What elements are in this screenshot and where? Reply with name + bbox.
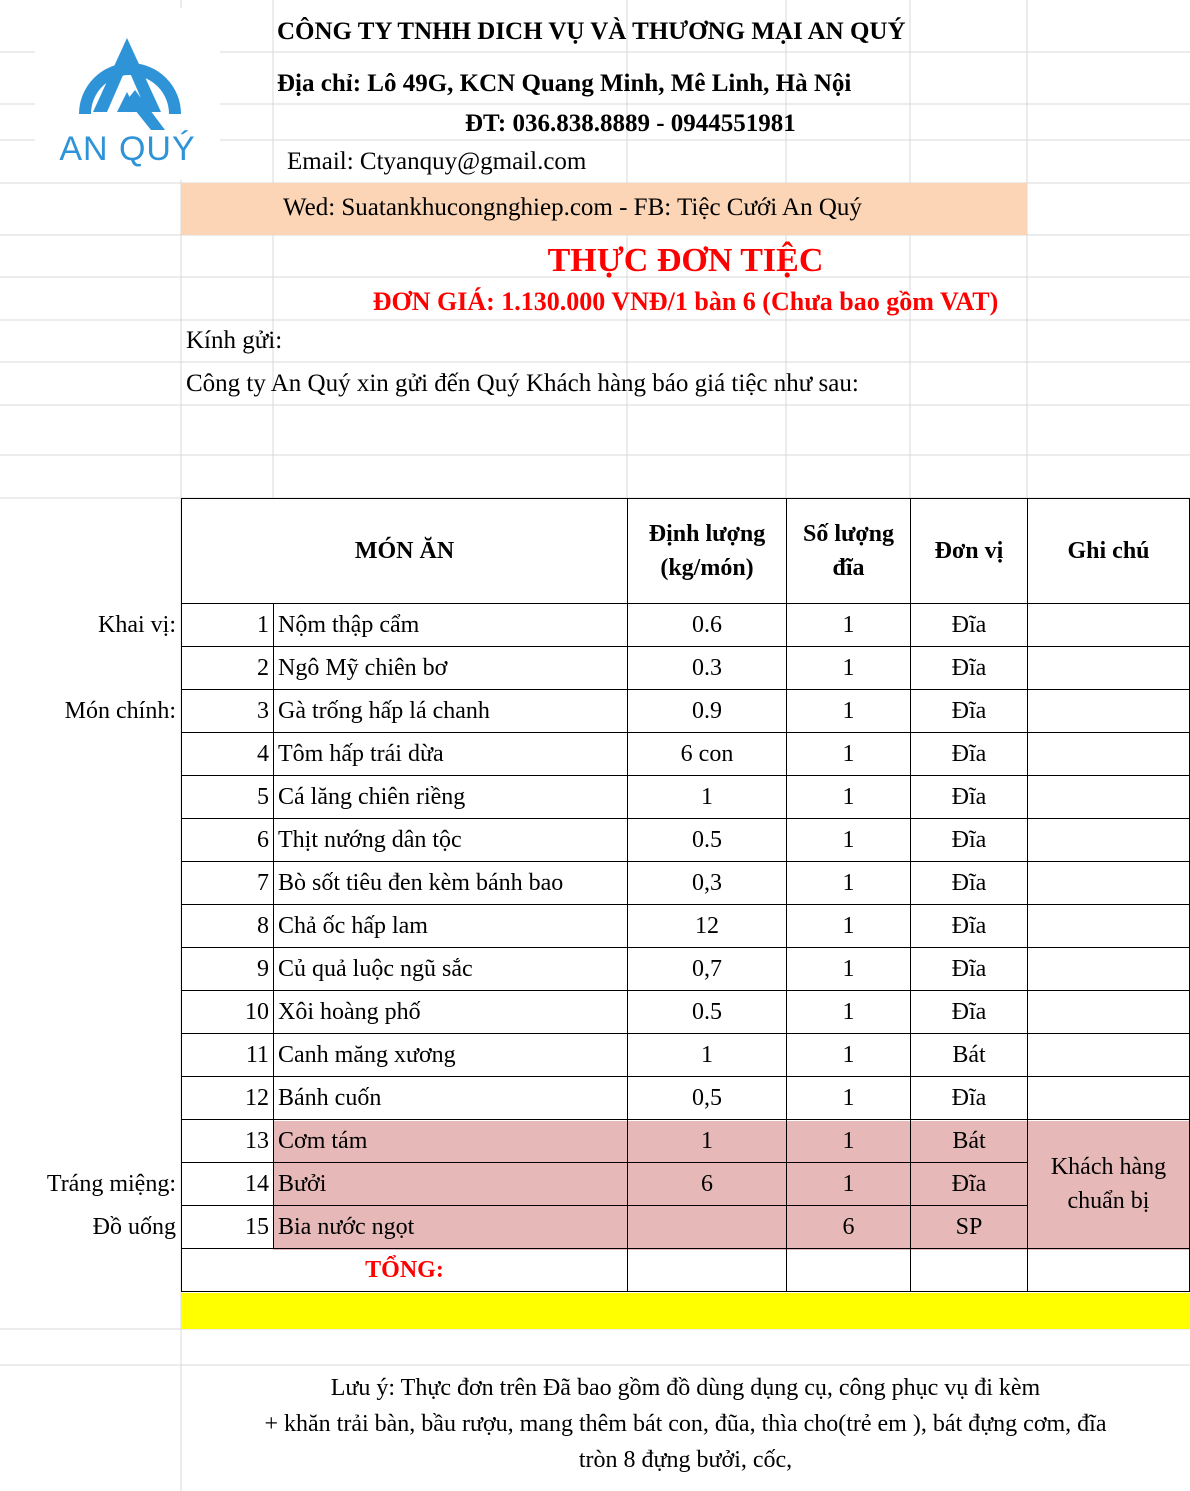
row-count: 1	[787, 1163, 911, 1206]
header-note: Ghi chú	[1028, 499, 1190, 604]
row-unit: Đĩa	[911, 690, 1028, 733]
row-note	[1028, 905, 1190, 948]
table-row	[182, 1034, 1190, 1077]
category-main: Món chính:	[64, 698, 176, 724]
row-dish: Tôm hấp trái dừa	[274, 733, 628, 776]
table-row	[182, 776, 1190, 819]
row-quantity: 6 con	[628, 733, 787, 776]
row-number: 3	[182, 690, 274, 733]
row-quantity: 0.5	[628, 991, 787, 1034]
row-quantity	[628, 1206, 787, 1249]
table-row	[182, 948, 1190, 991]
row-quantity: 12	[628, 905, 787, 948]
table-row	[182, 991, 1190, 1034]
row-dish: Cơm tám	[274, 1120, 628, 1163]
row-note	[1028, 862, 1190, 905]
total-count	[787, 1249, 911, 1292]
row-quantity: 0,7	[628, 948, 787, 991]
menu-title: THỰC ĐƠN TIỆC	[547, 242, 824, 279]
row-quantity: 6	[628, 1163, 787, 1206]
row-unit: Đĩa	[911, 1163, 1028, 1206]
row-note	[1028, 647, 1190, 690]
footer-line-1: Lưu ý: Thực đơn trên Đã bao gồm đồ dùng dụng cụ, công phục vụ đi kèm	[330, 1375, 1041, 1401]
row-dish: Thịt nướng dân tộc	[274, 819, 628, 862]
table-row	[182, 1077, 1190, 1120]
total-row	[182, 1249, 1190, 1292]
row-count: 1	[787, 948, 911, 991]
footer-line-2: + khăn trải bàn, bầu rượu, mang thêm bát con, đũa, thìa cho(trẻ em ), bát đựng cơm, đĩa	[264, 1411, 1107, 1437]
total-note	[1028, 1249, 1190, 1292]
company-logo	[35, 8, 220, 180]
row-note	[1028, 991, 1190, 1034]
row-count: 1	[787, 991, 911, 1034]
row-count: 1	[787, 819, 911, 862]
row-number: 6	[182, 819, 274, 862]
row-number: 5	[182, 776, 274, 819]
greeting: Kính gửi:	[186, 327, 283, 354]
row-quantity: 1	[628, 776, 787, 819]
row-number: 7	[182, 862, 274, 905]
company-address: Địa chỉ: Lô 49G, KCN Quang Minh, Mê Linh, Hà Nội	[277, 70, 852, 97]
table-row	[182, 604, 1190, 647]
row-note	[1028, 948, 1190, 991]
row-count: 1	[787, 776, 911, 819]
row-note	[1028, 733, 1190, 776]
yellow-band	[181, 1293, 1190, 1329]
row-dish: Ngô Mỹ chiên bơ	[274, 647, 628, 690]
total-label: TỔNG:	[182, 1249, 628, 1292]
row-unit: Đĩa	[911, 948, 1028, 991]
row-unit: Đĩa	[911, 1077, 1028, 1120]
price-line: ĐƠN GIÁ: 1.130.000 VNĐ/1 bàn 6 (Chưa bao gồm VAT)	[372, 287, 999, 316]
row-quantity: 0,5	[628, 1077, 787, 1120]
row-number: 13	[182, 1120, 274, 1163]
row-dish: Bò sốt tiêu đen kèm bánh bao	[274, 862, 628, 905]
row-dish: Cá lăng chiên riềng	[274, 776, 628, 819]
row-dish: Bia nước ngọt	[274, 1206, 628, 1249]
row-count: 1	[787, 690, 911, 733]
company-web: Wed: Suatankhucongnghiep.com - FB: Tiệc Cưới An Quý	[283, 194, 862, 221]
table-row	[182, 1120, 1190, 1163]
row-unit: Đĩa	[911, 991, 1028, 1034]
table-header-row	[182, 499, 1190, 604]
row-note	[1028, 1077, 1190, 1120]
row-number: 8	[182, 905, 274, 948]
row-dish: Củ quả luộc ngũ sắc	[274, 948, 628, 991]
footer-note	[181, 1370, 1190, 1478]
row-quantity: 0.3	[628, 647, 787, 690]
row-number: 1	[182, 604, 274, 647]
row-count: 1	[787, 604, 911, 647]
row-note	[1028, 690, 1190, 733]
row-unit: Đĩa	[911, 604, 1028, 647]
row-unit: SP	[911, 1206, 1028, 1249]
row-unit: Đĩa	[911, 862, 1028, 905]
row-count: 1	[787, 862, 911, 905]
row-number: 10	[182, 991, 274, 1034]
row-unit: Đĩa	[911, 819, 1028, 862]
row-count: 1	[787, 905, 911, 948]
row-number: 11	[182, 1034, 274, 1077]
row-note	[1028, 776, 1190, 819]
row-unit: Đĩa	[911, 776, 1028, 819]
header-count: Số lượng đĩa	[787, 499, 911, 604]
row-number: 4	[182, 733, 274, 776]
row-unit: Đĩa	[911, 905, 1028, 948]
intro-text: Công ty An Quý xin gửi đến Quý Khách hàng báo giá tiệc như sau:	[186, 370, 859, 397]
row-count: 6	[787, 1206, 911, 1249]
row-quantity: 0.5	[628, 819, 787, 862]
category-drinks: Đồ uống	[92, 1214, 176, 1240]
row-quantity: 0,3	[628, 862, 787, 905]
row-dish: Bưởi	[274, 1163, 628, 1206]
row-quantity: 1	[628, 1120, 787, 1163]
row-count: 1	[787, 733, 911, 776]
customer-prepared-note: Khách hàng chuẩn bị	[1028, 1120, 1190, 1249]
row-quantity: 0.9	[628, 690, 787, 733]
row-quantity: 1	[628, 1034, 787, 1077]
row-count: 1	[787, 1077, 911, 1120]
row-unit: Bát	[911, 1034, 1028, 1077]
company-phone: ĐT: 036.838.8889 - 0944551981	[465, 110, 796, 137]
row-count: 1	[787, 1034, 911, 1077]
row-dish: Canh măng xương	[274, 1034, 628, 1077]
category-dessert: Tráng miệng:	[46, 1171, 176, 1197]
row-note	[1028, 604, 1190, 647]
logo-mark-icon	[35, 8, 220, 133]
table-row	[182, 905, 1190, 948]
row-number: 2	[182, 647, 274, 690]
category-appetizer: Khai vị:	[98, 612, 176, 638]
row-number: 14	[182, 1163, 274, 1206]
row-dish: Chả ốc hấp lam	[274, 905, 628, 948]
company-name: CÔNG TY TNHH DICH VỤ VÀ THƯƠNG MẠI AN QUÝ	[277, 18, 906, 45]
row-unit: Đĩa	[911, 647, 1028, 690]
row-dish: Nộm thập cẩm	[274, 604, 628, 647]
row-number: 15	[182, 1206, 274, 1249]
total-qty	[628, 1249, 787, 1292]
table-row	[182, 819, 1190, 862]
logo-text: AN QUÝ	[59, 130, 196, 168]
row-number: 12	[182, 1077, 274, 1120]
table-row	[182, 733, 1190, 776]
table-row	[182, 690, 1190, 733]
row-unit: Bát	[911, 1120, 1028, 1163]
total-unit	[911, 1249, 1028, 1292]
row-note	[1028, 819, 1190, 862]
header-quantity: Định lượng (kg/món)	[628, 499, 787, 604]
row-dish: Gà trống hấp lá chanh	[274, 690, 628, 733]
row-note	[1028, 1034, 1190, 1077]
row-number: 9	[182, 948, 274, 991]
row-quantity: 0.6	[628, 604, 787, 647]
table-row	[182, 647, 1190, 690]
row-unit: Đĩa	[911, 733, 1028, 776]
menu-table	[181, 498, 1190, 1292]
row-dish: Bánh cuốn	[274, 1077, 628, 1120]
row-count: 1	[787, 647, 911, 690]
footer-line-3: tròn 8 đựng bưởi, cốc,	[578, 1447, 793, 1473]
row-dish: Xôi hoàng phố	[274, 991, 628, 1034]
company-email: Email: Ctyanquy@gmail.com	[287, 148, 587, 175]
row-count: 1	[787, 1120, 911, 1163]
table-row	[182, 862, 1190, 905]
header-dish: MÓN ĂN	[182, 499, 628, 604]
header-unit: Đơn vị	[911, 499, 1028, 604]
